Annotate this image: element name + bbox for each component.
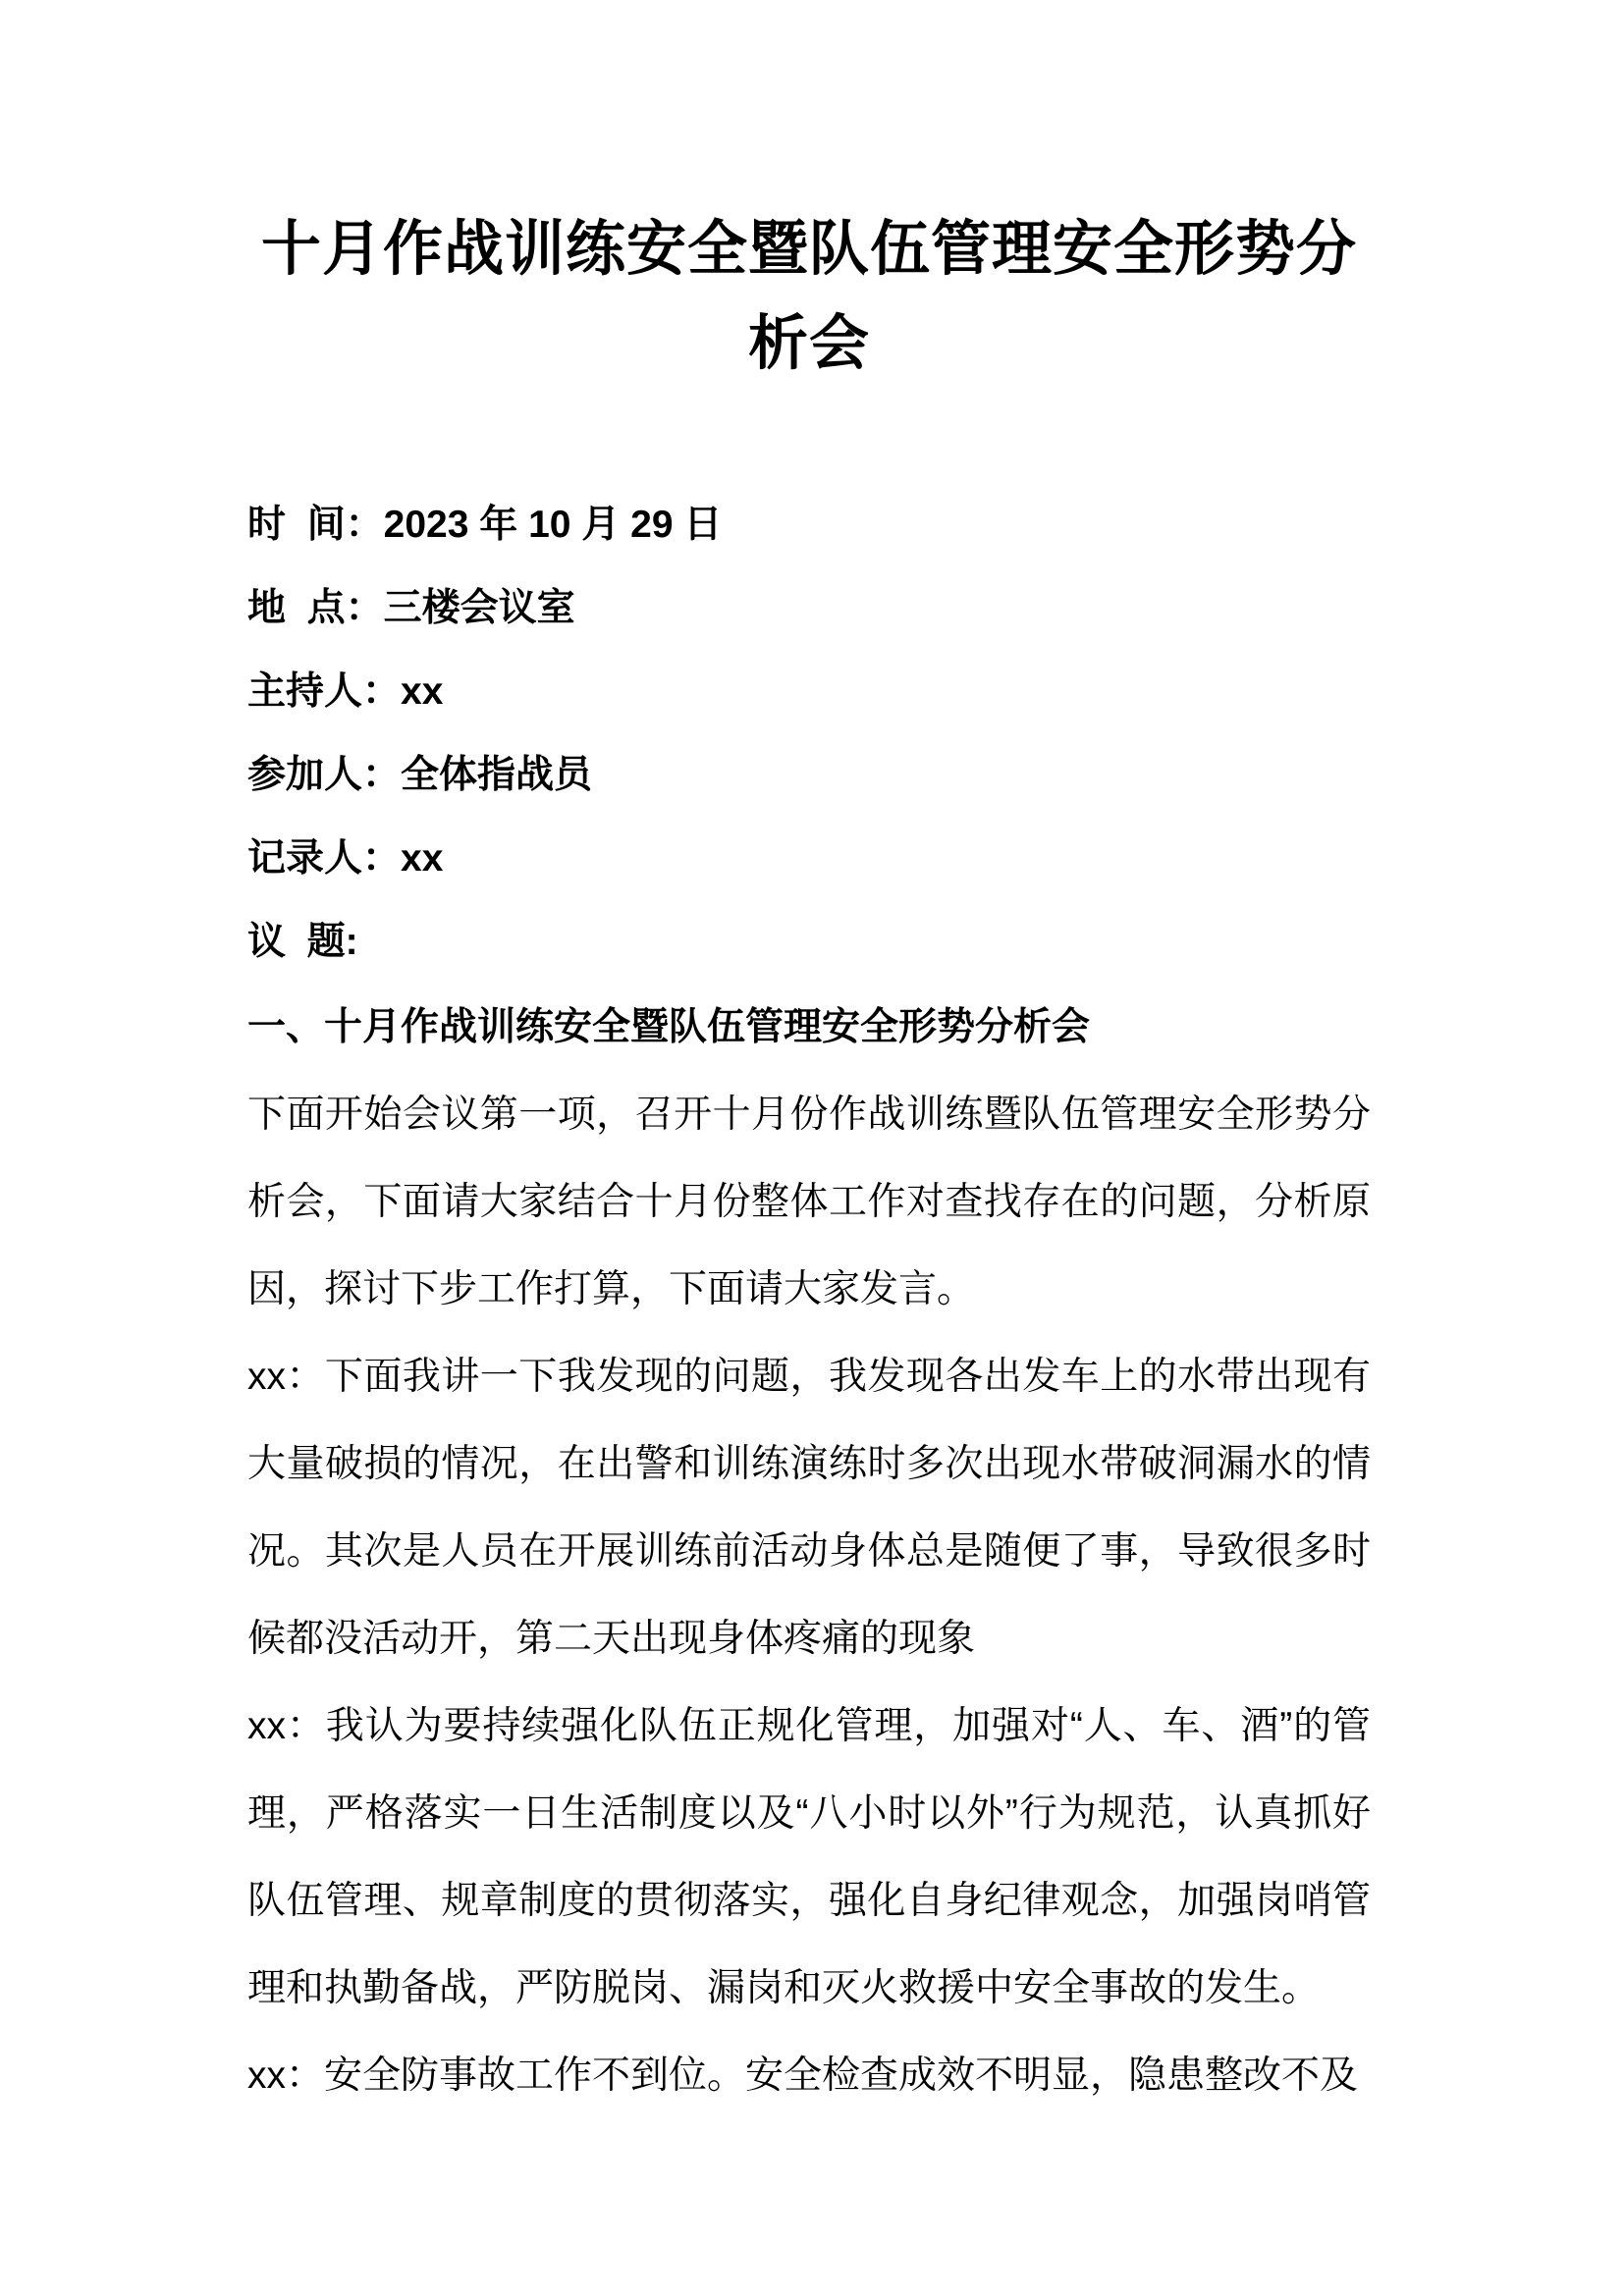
meta-attendees: 参加人：全体指战员 (247, 754, 593, 796)
meta-time: 时 间：2023 年 10 月 29 日 (247, 504, 723, 546)
meta-location: 地 点：三楼会议室 (247, 587, 575, 629)
meta-topic-label: 议 题: (247, 921, 358, 963)
paragraph-speaker-3: xx：安全防事故工作不到位。安全检查成效不明显，隐患整改不及 (247, 2055, 1359, 2097)
document-title: 十月作战训练安全暨队伍管理安全形势分析会 (260, 215, 1357, 376)
paragraph-speaker-1: xx：下面我讲一下我发现的问题，我发现各出发车上的水带出现有大量破损的情况，在出警和训练演练时多次出现水带破洞漏水的情况。其次是人员在开展训练前活动身体总是随便了事，导致很多时候都没活动开，第二天出现身体疼痛的现象 (247, 1356, 1371, 1660)
meta-host: 主持人：xx (247, 670, 444, 713)
section-heading: 一、十月作战训练安全暨队伍管理安全形势分析会 (247, 1006, 1091, 1048)
meta-block (247, 483, 1371, 984)
meta-recorder: 记录人：xx (247, 837, 444, 880)
paragraph-speaker-2: xx：我认为要持续强化队伍正规化管理，加强对“人、车、酒”的管理，严格落实一日生活制度以及“八小时以外”行为规范，认真抓好队伍管理、规章制度的贯彻落实，强化自身纪律观念，加强岗哨管理和执勤备战，严防脱岗、漏岗和灭火救援中安全事故的发生。 (247, 1705, 1371, 2009)
paragraph-intro: 下面开始会议第一项，召开十月份作战训练暨队伍管理安全形势分析会，下面请大家结合十月份整体工作对查找存在的问题，分析原因，探讨下步工作打算，下面请大家发言。 (247, 1094, 1371, 1310)
